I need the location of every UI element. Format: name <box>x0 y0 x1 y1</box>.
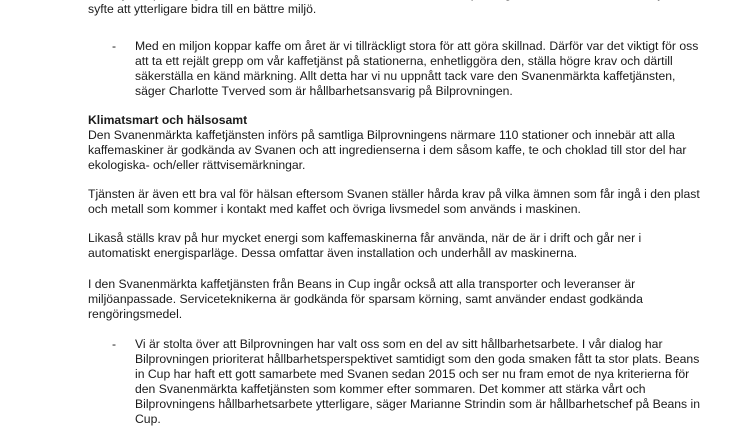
text-line: I den Svanenmärkta kaffetjänsten från Beans in Cup ingår också att alla transporter och leveranser är <box>88 277 636 291</box>
paragraph-health <box>88 187 708 217</box>
quote-marianne <box>135 337 701 427</box>
text-line: miljöanpassade. Serviceteknikerna är godkända för sparsam körning, samt använder endast godkända <box>88 292 643 306</box>
paragraph-stations <box>88 128 708 173</box>
text-line: Tjänsten är även ett bra val för hälsan eftersom Svanen ställer hårda krav på vilka ämnen som får ingå i den plast <box>88 187 700 201</box>
text-line: den Svanenmärkta kaffetjänsten som kommer efter sommaren. Det kommer att stärka vårt och <box>135 382 646 396</box>
text-line: Bilprovningens hållbarhetsarbete ytterligare, säger Marianne Strindin som är hållbarhetschef på Beans in <box>135 397 701 411</box>
quote-charlotte <box>135 39 699 99</box>
text-line: Cup. <box>135 412 161 426</box>
text-line: Vi är stolta över att Bilprovningen har valt oss som en del av sitt hållbarhetsarbete. I vår dialog har <box>135 337 663 351</box>
paragraph-energy <box>88 231 708 261</box>
paragraph-transport <box>88 277 708 322</box>
text-line: att ta ett rejält grepp om vår kaffetjänst på stationerna, enhetliggöra den, ställa högre krav och därtill <box>135 54 673 68</box>
text-line: kaffemaskiner är godkända av Svanen och att ingredienserna i dem såsom kaffe, te och choklad till stor del har <box>88 143 687 157</box>
text-line: rengöringsmedel. <box>88 307 183 321</box>
text-line: säger Charlotte Tverved som är hållbarhetsansvarig på Bilprovningen. <box>135 84 513 98</box>
text-line: Bilprovningen prioriterat hållbarhetsperspektivet samtidigt som den goda smaken fått ta stor plats. Beans <box>135 352 700 366</box>
text-line: automatiskt energisparläge. Dessa omfattar även installation och underhåll av maskinerna. <box>88 246 578 260</box>
text-line: syfte att ytterligare bidra till en bättre miljö. <box>88 2 317 16</box>
text-line: Med en miljon koppar kaffe om året är vi tillräckligt stora för att göra skillnad. Därför var det viktigt för oss <box>135 39 699 53</box>
quote-dash: - <box>112 337 117 351</box>
section-heading: Klimatsmart och hälsosamt <box>88 113 248 127</box>
text-line: Den Svanenmärkta kaffetjänsten införs på samtliga Bilprovningens närmare 110 stationer och innebär att alla <box>88 128 675 142</box>
text-line: ekologiska- och/eller rättvisemärkningar. <box>88 158 306 172</box>
text-line: in Cup har haft ett gott samarbete med Svanen sedan 2015 och ser nu fram emot de nya kriterierna för <box>135 367 690 381</box>
text-line: säkerställa en känd märkning. Allt detta har vi nu uppnått tack vare den Svanenmärkta kaffetjänsten, <box>135 69 676 83</box>
intro-paragraph <box>88 0 708 17</box>
quote-dash: - <box>112 39 117 53</box>
text-line: Likaså ställs krav på hur mycket energi som kaffemaskinerna får använda, när de är i drift och går ner i <box>88 231 642 245</box>
text-line: och metall som kommer i kontakt med kaffet och övriga livsmedel som används i maskinen. <box>88 202 581 216</box>
